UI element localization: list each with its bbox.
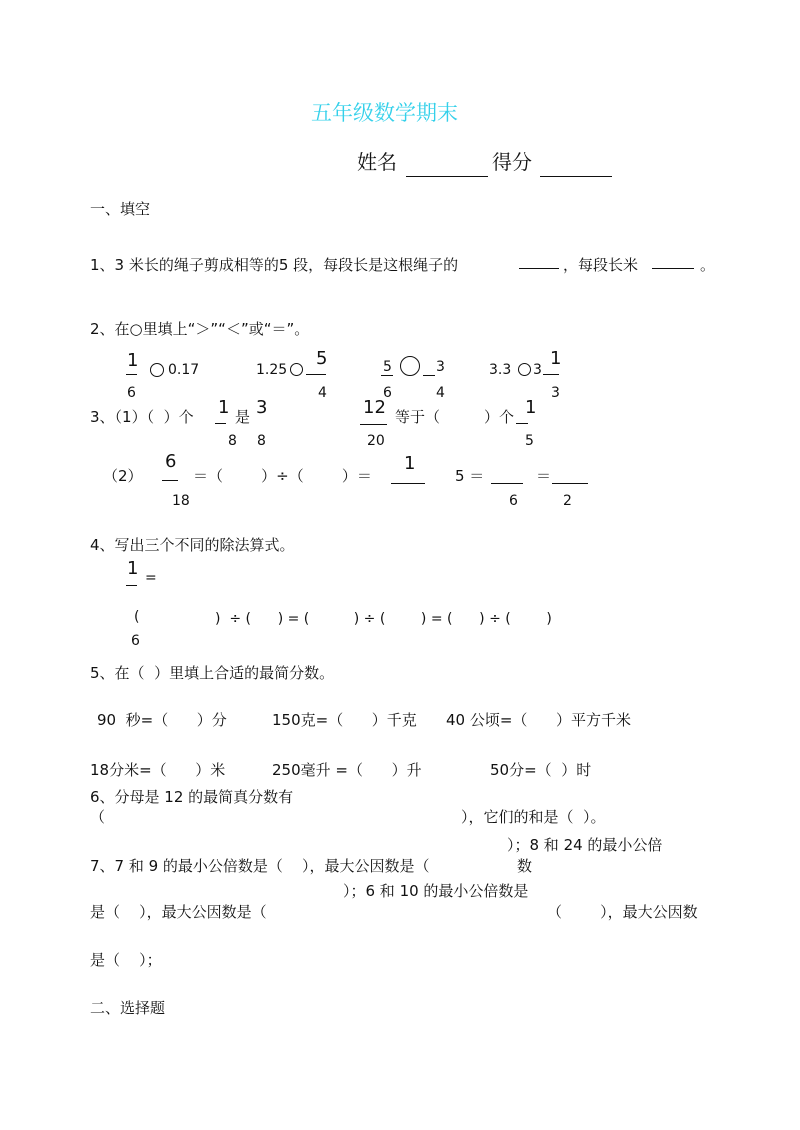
compare-circle[interactable] xyxy=(400,356,420,376)
q7-tail-a: ）；8 和 24 的最小公倍 xyxy=(507,836,663,854)
name-blank[interactable] xyxy=(406,176,488,177)
q7-line2: ）；6 和 10 的最小公倍数是 xyxy=(343,882,529,900)
q3-p2-denominator: 18 xyxy=(172,493,190,509)
q3-p2-equation: ＝（ ）÷（ ）＝ xyxy=(193,467,372,485)
q4-eq: = xyxy=(145,570,157,586)
section-fill-in: 一、填空 xyxy=(90,200,151,218)
q5-row2-item1: 18分米=（ ）米 xyxy=(90,761,226,779)
q7-shu: 数 xyxy=(517,857,533,875)
q7-main: 7、7 和 9 的最小公倍数是（ ），最大公因数是（ xyxy=(90,857,430,875)
q3-p2-blank-denominator[interactable] xyxy=(391,483,425,484)
q3-dengyu: 等于（ xyxy=(395,408,441,426)
fraction-bar xyxy=(126,374,137,375)
q5-row1-item1: 90 秒=（ ）分 xyxy=(97,711,227,729)
q3-p2-five: 5 ＝ xyxy=(455,467,485,485)
fraction-bar xyxy=(543,374,559,375)
q2-item3-numerator: 5 xyxy=(383,359,392,375)
q5-row2-item2: 250毫升 =（ ）升 xyxy=(272,761,422,779)
score-label: 得分 xyxy=(492,150,532,174)
q6-text: 6、分母是 12 的最简真分数有 xyxy=(90,788,294,806)
q2-item2-numerator: 5 xyxy=(316,348,328,369)
q3-p2-eq2: ＝ xyxy=(536,467,552,485)
q5-row1-item3: 40 公顷=（ ）平方千米 xyxy=(446,711,632,729)
q2-text: 2、在○里填上“＞”“＜”或“＝”。 xyxy=(90,320,310,338)
fraction-bar xyxy=(162,480,178,481)
q1-blank-meters[interactable] xyxy=(652,268,694,269)
q3-f2-numerator: 3 xyxy=(256,397,268,418)
q3-f3-numerator: 12 xyxy=(363,397,386,418)
q3-p2-result-numerator: 1 xyxy=(404,453,416,474)
compare-circle[interactable] xyxy=(518,363,531,376)
q1-end: 。 xyxy=(700,256,716,274)
q1-text: 1、3 米长的绳子剪成相等的5 段，每段长是这根绳子的 xyxy=(90,256,459,274)
q4-division-row: ) ÷ ( ) = ( ) ÷ ( ) = ( ) ÷ ( ) xyxy=(215,611,552,627)
fraction-bar xyxy=(381,375,393,376)
fraction-bar xyxy=(126,585,137,586)
q2-item3-denominator: 6 xyxy=(383,385,392,401)
q3-p2-blank-1[interactable] xyxy=(491,483,523,484)
q7-line3b: （ ），最大公因数 xyxy=(547,903,698,921)
q4-text: 4、写出三个不同的除法算式。 xyxy=(90,536,295,554)
q2-item4-numerator: 1 xyxy=(550,348,562,369)
compare-circle[interactable] xyxy=(290,363,303,376)
q2-item4-denominator: 3 xyxy=(551,385,560,401)
fraction-bar xyxy=(215,423,226,424)
q3-p2-d1: 6 xyxy=(509,493,518,509)
q4-denominator: 6 xyxy=(131,633,140,649)
q2-item4-b-int: 3 xyxy=(533,362,542,378)
name-label: 姓名 xyxy=(357,150,397,174)
q1-text-meters: ，每段长米 xyxy=(563,256,639,274)
q3-p2-numerator: 6 xyxy=(165,451,177,472)
fraction-bar xyxy=(306,374,326,375)
q1-blank-fraction[interactable] xyxy=(519,268,559,269)
q2-item2-a: 1.25 xyxy=(256,362,288,378)
q3-f1-denominator: 8 xyxy=(228,433,237,449)
section-multiple-choice: 二、选择题 xyxy=(90,999,166,1017)
q2-item2-denominator: 4 xyxy=(318,385,327,401)
q6-close: ），它们的和是（ ）。 xyxy=(461,808,606,826)
q7-line4: 是（ ）； xyxy=(90,951,162,969)
q5-text: 5、在（ ）里填上合适的最简分数。 xyxy=(90,664,335,682)
q3-ge: ）个 xyxy=(484,408,515,426)
q3-p2-label: （2） xyxy=(103,467,143,485)
q2-item1-denominator: 6 xyxy=(127,385,136,401)
q3-f3-denominator: 20 xyxy=(367,433,385,449)
q3-f2-denominator: 8 xyxy=(257,433,266,449)
q3-p2-blank-2[interactable] xyxy=(552,483,588,484)
q3-is: 是 xyxy=(235,408,251,426)
score-blank[interactable] xyxy=(540,176,612,177)
fraction-bar xyxy=(360,424,387,425)
q2-item4-a: 3.3 xyxy=(489,362,512,378)
q7-line3a: 是（ ），最大公因数是（ xyxy=(90,903,267,921)
q6-open: （ xyxy=(90,808,106,826)
q3-p2-d2: 2 xyxy=(563,493,572,509)
fraction-bar xyxy=(423,375,435,376)
q4-open-paren: ( xyxy=(134,609,140,625)
q2-item3-b-denominator: 4 xyxy=(436,385,445,401)
page-title: 五年级数学期末 xyxy=(311,101,458,125)
q2-item3-b-numerator: 3 xyxy=(436,359,445,375)
q2-item1-numerator: 1 xyxy=(127,350,139,371)
q2-item1-b: 0.17 xyxy=(168,362,200,378)
q5-row1-item2: 150克=（ ）千克 xyxy=(272,711,417,729)
q3-f4-denominator: 5 xyxy=(525,433,534,449)
compare-circle[interactable] xyxy=(150,363,164,377)
q4-numerator: 1 xyxy=(127,558,139,579)
fraction-bar xyxy=(516,423,528,424)
q3-f1-numerator: 1 xyxy=(218,397,230,418)
q3-f4-numerator: 1 xyxy=(525,397,537,418)
q5-row2-item3: 50分=（ ）时 xyxy=(490,761,592,779)
q3-label: 3、（1）（ ）个 xyxy=(90,408,194,426)
